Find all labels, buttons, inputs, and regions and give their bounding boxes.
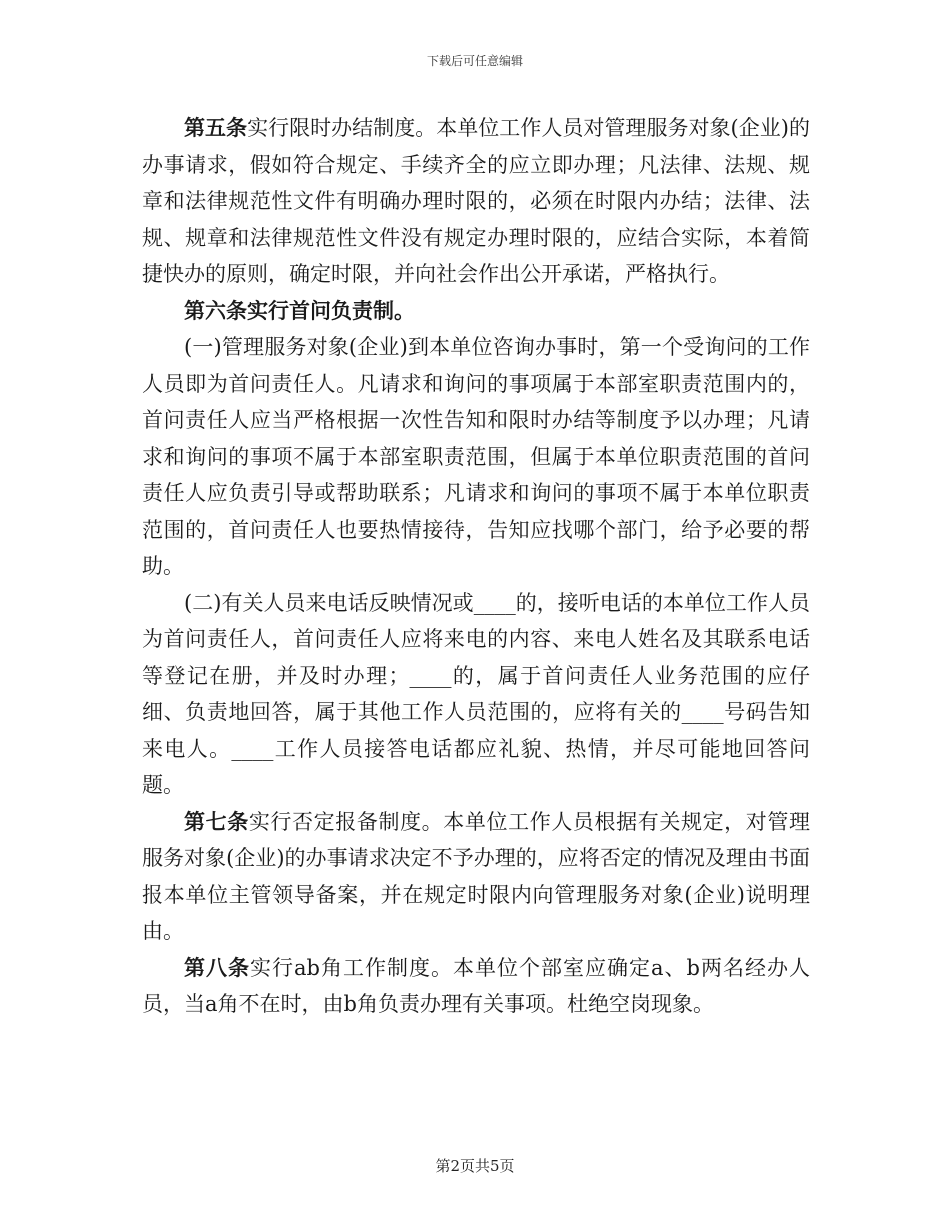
article-8 — [142, 950, 810, 1023]
document-body — [142, 110, 810, 1023]
article-8-text: 实行ab角工作制度。本单位个部室应确定a、b两名经办人员，当a角不在时，由b角负责办理有关事项。杜绝空岗现象。 — [142, 955, 810, 1016]
article-8-heading: 第八条 — [184, 954, 251, 980]
article-5-text: 实行限时办结制度。本单位工作人员对管理服务对象(企业)的办事请求，假如符合规定、手续齐全的应立即办理；凡法律、法规、规章和法律规范性文件有明确办理时限的，必须在时限内办结；法律、法规、规章和法律规范性文件没有规定办理时限的，应结合实际，本着简捷快办的原则，确定时限，并向社会作出公开承诺，严格执行。 — [142, 116, 810, 286]
page-number: 第2页共5页 — [435, 1157, 515, 1175]
article-7 — [142, 804, 810, 950]
article-6-heading: 第六条实行首问负责制。 — [184, 297, 415, 323]
article-7-heading: 第七条 — [184, 808, 249, 834]
article-7-text: 实行否定报备制度。本单位工作人员根据有关规定，对管理服务对象(企业)的办事请求决定不予办理的，应将否定的情况及理由书面报本单位主管领导备案，并在规定时限内向管理服务对象(企业)说明理由。 — [142, 809, 811, 943]
article-5-heading: 第五条 — [184, 115, 248, 140]
article-5 — [142, 110, 810, 293]
article-6-item-2: (二)有关人员来电话反映情况或____的，接听电话的本单位工作人员为首问责任人，首问责任人应将来电的内容、来电人姓名及其联系电话等登记在册，并及时办理；____的，属于首问责任人业务范围的应仔细、负责地回答，属于其他工作人员范围的，应将有关的____号码告知来电人。____工作人员接答电话都应礼貌、热情，并尽可能地回答问题。 — [142, 590, 810, 797]
page-header-note: 下载后可任意编辑 — [426, 54, 523, 68]
article-6-item-1: (一)管理服务对象(企业)到本单位咨询办事时，第一个受询问的工作人员即为首问责任人。凡请求和询问的事项属于本部室职责范围内的，首问责任人应当严格根据一次性告知和限时办结等制度予以办理；凡请求和询问的事项不属于本部室职责范围，但属于本单位职责范围的首问责任人应负责引导或帮助联系；凡请求和询问的事项不属于本单位职责范围的，首问责任人也要热情接待，告知应找哪个部门，给予必要的帮助。 — [142, 335, 810, 578]
